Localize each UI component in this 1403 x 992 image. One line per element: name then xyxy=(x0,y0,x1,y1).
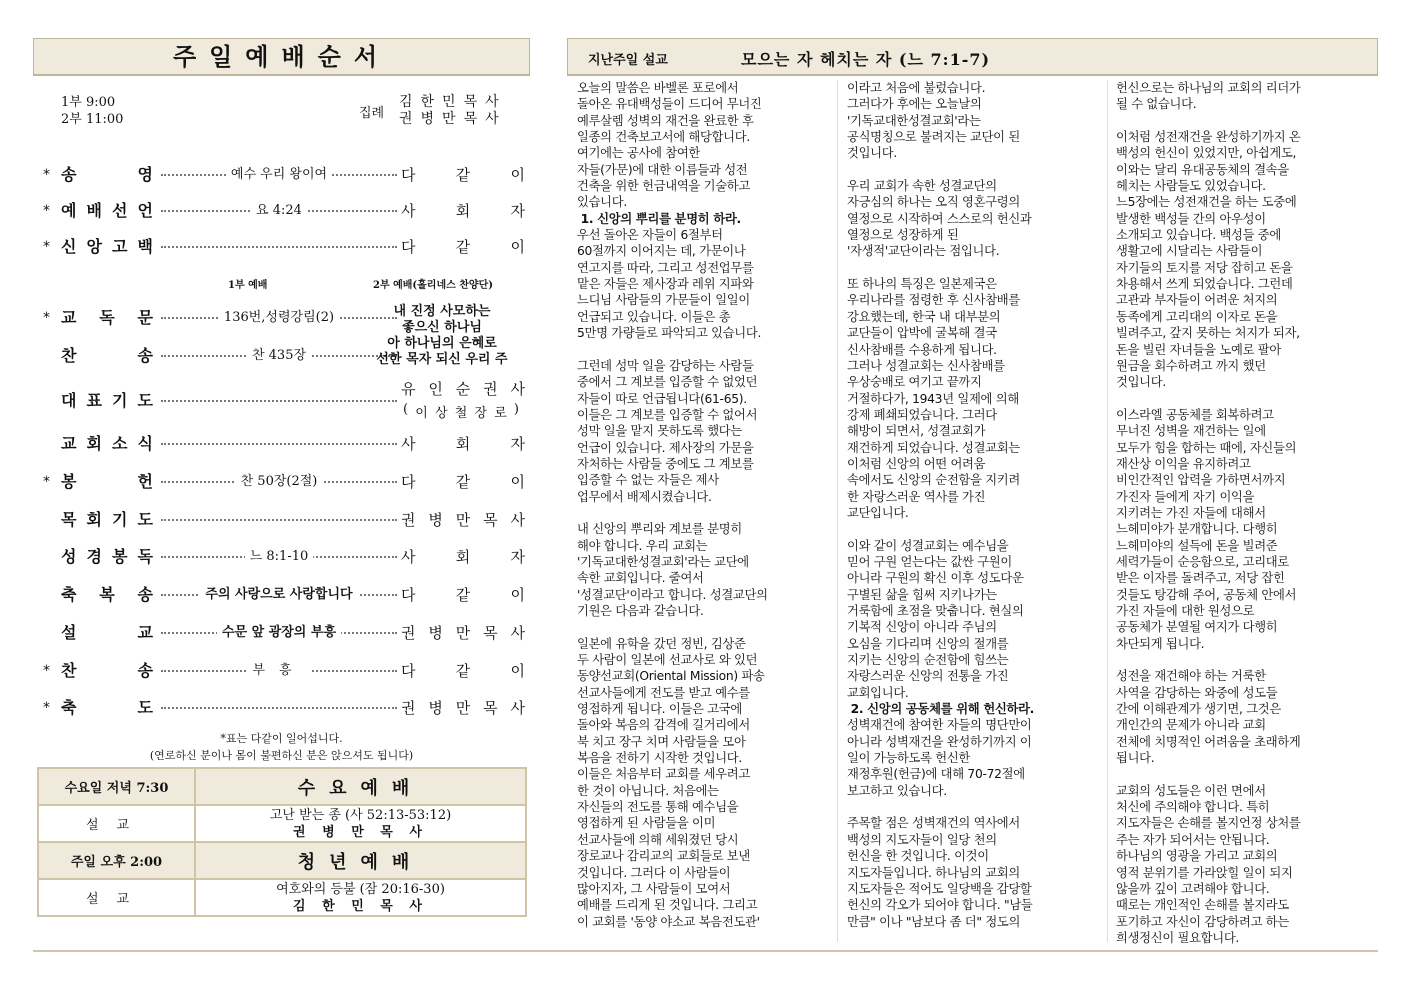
order-item-prayer: 대 표 기 도 유 인 순 권 사 xyxy=(61,380,525,410)
order-item-closing-hymn: * 찬 송 부흥 다 같 이 xyxy=(43,661,525,680)
youth-header-row xyxy=(38,842,526,879)
youth-title: 청년예배 xyxy=(195,842,526,879)
leaders: 김한민목사 권병만목사 xyxy=(399,94,507,127)
wednesday-header-row xyxy=(38,768,526,805)
youth-sermon-text: 여호와의 등불 (잠 20:16-30) xyxy=(276,881,445,897)
service-times: 1부 9:00 2부 11:00 xyxy=(61,95,124,127)
section-heading-2: 2. 신앙의 공동체를 위해 헌신하라. xyxy=(850,702,1035,717)
order-item-call-to-worship: * 예 배 선 언 요 4:24 사 회 자 xyxy=(43,201,525,220)
order-item-benediction: * 축 도 권 병 만 목 사 xyxy=(43,698,525,717)
subhead-second-service: 2부 예배(홀리네스 찬양단) xyxy=(373,280,493,291)
youth-sermon-row: 설교 여호와의 등불 (잠 20:16-30) 김 한 민 목 사 xyxy=(38,879,526,916)
wednesday-title: 수요예배 xyxy=(195,768,526,805)
order-item-creed: * 신 앙 고 백 다 같 이 xyxy=(43,237,525,256)
subhead-first-service: 1부 예배 xyxy=(228,280,268,291)
order-item-offering: * 봉 헌 찬 50장(2절) 다 같 이 xyxy=(43,472,525,491)
worship-order-panel xyxy=(33,38,530,950)
section-heading-1: 1. 신앙의 뿌리를 분명히 하라. xyxy=(580,211,741,226)
item-right: 다 같 이 xyxy=(401,166,525,184)
sermon-header xyxy=(567,38,1378,76)
leader-label: 집례 xyxy=(359,106,385,121)
order-item-hymn: 찬 송 찬 435장 xyxy=(33,344,530,368)
order-item-responsive-reading: * 교 독 문 136번,성령강림(2) xyxy=(33,306,530,330)
order-item-songyeong: * 송 영 예수 우리 왕이여 다 같 이 xyxy=(33,163,530,187)
column-divider xyxy=(837,80,838,942)
wednesday-sermon-row: 설교 고난 받는 종 (사 52:13-53:12) 권 병 만 목 사 xyxy=(38,805,526,842)
wednesday-time: 수요일 저녁 7:30 xyxy=(38,768,195,805)
order-item-pastoral-prayer: 목 회 기 도 권 병 만 목 사 xyxy=(61,510,525,529)
order-item-blessing-song: 축 복 송 주의 사랑으로 사랑합니다 다 같 이 xyxy=(61,585,525,604)
order-item-news: 교 회 소 식 사 회 자 xyxy=(61,434,525,453)
other-services-table xyxy=(37,767,527,917)
order-item-sermon: 설 교 수문 앞 광장의 부흥 권 병 만 목 사 xyxy=(61,623,525,642)
order-item-scripture: 성 경 봉 독 느 8:1-10 사 회 자 xyxy=(61,547,525,566)
youth-time: 주일 오후 2:00 xyxy=(38,842,195,879)
sermon-column-3: 헌신으로는 하나님의 교회의 리더가 될 수 없습니다. 이처럼 성전재건을 완성하기까지 온 백성의 헌신이 있었지만, 아쉽게도, 이와는 달리 유대공동체의 결속을 헤치는 사람들도 있었습니다. 느5장에는 성전재건을 하는 도중에 발생한 백성들 간의 아우성이 소개되고 있습니다. 백성들 중에 생활고에 시달리는 사람들이 자기들의 토지를 저당 잡히고 돈을 차용해서 쓰게 되었습니다. 그런데 고관과 부자들이 어려운 처지의 동족에게 고리대의 이자로 돈을 빌려주고, 갚지 못하는 처지가 되자, 돈을 빌린 자녀들을 노예로 팔아 원금을 회수하려고 까지 했던 것입니다. 이스라엘 공동체를 회복하려고 무너진 성벽을 재건하는 일에 모두가 힘을 합하는 때에, 자신들의 재산상 이익을 유지하려고 비인간적인 압력을 가하면서까지 가진자 들에게 자기 이익을 지키려는 가진 자들에 대해서 느헤미야가 분개합니다. 다행히 느헤미야의 설득에 돈을 빌려준 세력가들이 순응함으로, 고리대로 받은 이자를 돌려주고, 저당 잡힌 것들도 탕감해 주어, 공동체 안에서 가진 자들에 대한 원성으로 공동체가 분열될 여지가 다행히 차단되게 됩니다. 성전을 재건해야 하는 거룩한 사역을 감당하는 와중에 성도들 간에 이해관계가 생기면, 그것은 개인간의 문제가 아니라 교회 전체에 치명적인 어려움을 초래하게 됩니다. 교회의 성도들은 이런 면에서 처신에 주의해야 합니다. 특히 지도자들은 손해를 볼지언정 상처를 주는 자가 되어서는 안됩니다. 하나님의 영광을 가리고 교회의 영적 분위기를 가라앉힐 일이 되지 않을까 깊이 고려해야 합니다. 때로는 개인적인 손해를 볼지라도 포기하고 자신이 감당하려고 하는 희생정신이 필요합니다. xyxy=(1116,81,1301,945)
wednesday-sermon-text: 고난 받는 종 (사 52:13-53:12) xyxy=(269,807,452,823)
sermon-column-2: 이라고 처음에 불렀습니다. 그러다가 후에는 오늘날의 '기독교대한성결교회'라는 공식명칭으로 불려지는 교단이 된 것입니다. 우리 교회가 속한 성결교단의 자긍심의 하나는 오직 영혼구령의 열정으로 시작하여 스스로의 헌신과 열정으로 성장하게 된 '자생적'교단이라는 점입니다. 또 하나의 특징은 일본제국은 우리나라를 점령한 후 신사참배를 강요했는데, 한국 내 대부분의 교단들이 압박에 굴복해 결국 신사참배를 수용하게 됩니다. 그러나 성결교회는 신사참배를 우상숭배로 여기고 끝까지 거절하다가, 1943년 일제에 의해 강제 폐쇄되었습니다. 그러다 해방이 되면서, 성결교회가 재건하게 되었습니다. 성결교회는 이처럼 신앙의 어떤 어려움 속에서도 신앙의 순전함을 지키려 한 자랑스러운 역사를 가진 교단입니다. 이와 같이 성결교회는 예수님을 믿어 구원 얻는다는 값싼 구원이 아니라 구원의 확신 이후 성도다운 구별된 삶을 힘써 지키나가는 거룩함에 초점을 맞춥니다. 현실의 기복적 신앙이 아니라 주님의 오심을 기다리며 신앙의 절개를 지키는 신앙의 순전함에 힘쓰는 자랑스러운 신앙의 전통을 가진 교회입니다. 2. 신앙의 공동체를 위해 헌신하라. 성벽재건에 참여한 자들의 명단만이 아니라 성벽재건을 완성하기까지 이 일이 가능하도록 헌신한 재정후원(헌금)에 대해 70-72절에 보고하고 있습니다. 주목할 점은 성벽재건의 역사에서 백성의 지도자들이 일당 천의 헌신을 한 것입니다. 이것이 지도자들입니다. 하나님의 교회의 지도자들은 적어도 일당백을 감당할 헌신의 각오가 되어야 합니다. "남들 만큼" 이나 "남보다 좀 더" 정도의 xyxy=(847,81,1035,929)
standing-note: *표는 다같이 일어섭니다. xyxy=(220,732,343,745)
wednesday-preacher: 권 병 만 목 사 xyxy=(293,824,428,840)
column-divider xyxy=(1107,80,1108,942)
bottom-rule xyxy=(33,950,1378,952)
prayer-alternate: ( 이 상 철 장 로 ) xyxy=(403,402,525,421)
sermon-label: 지난주일 설교 xyxy=(588,53,668,68)
youth-preacher: 김 한 민 목 사 xyxy=(293,898,428,914)
sermon-title: 모으는 자 헤치는 자 (느 7:1-7) xyxy=(741,50,991,69)
worship-order-title: 주일예배순서 xyxy=(33,38,530,76)
praise-song-lines: 내 진정 사모하는 좋으신 하나님 아 하나님의 은혜로 선한 목자 되신 우리 주 xyxy=(376,304,508,367)
item-label: 송 영 xyxy=(61,165,153,184)
seated-note: (연로하신 분이나 몸이 불편하신 분은 앉으셔도 됩니다) xyxy=(149,749,414,762)
sermon-summary-panel xyxy=(567,38,1378,950)
sermon-column-1: 오늘의 말씀은 바벨론 포로에서 돌아온 유대백성들이 드디어 무너진 예루살렘 성벽의 재건을 완료한 후 일종의 건축보고서에 해당합니다. 여기에는 공사에 참여한 자들(가문)에 대한 이름들과 성전 건축을 위한 헌금내역을 기술하고 있습니다. 1. 신앙의 뿌리를 분명히 하라. 우선 돌아온 자들이 6절부터 60절까지 이어지는 데, 가문이나 연고지를 따라, 그리고 성전업무를 맡은 자들은 제사장과 레위 지파와 느디님 사람들의 가문들이 일일이 언급되고 있습니다. 이들은 총 5만명 가량들로 파악되고 있습니다. 그런데 성막 일을 감당하는 사람들 중에서 그 계보를 입증할 수 없었던 자들이 따로 언급됩니다(61-65). 이들은 그 계보를 입증할 수 없어서 성막 일을 맡지 못하도록 했다는 언급이 있습니다. 제사장의 가문을 자처하는 사람들 중에도 그 계보를 입증할 수 없는 자들은 제사 업무에서 배제시켰습니다. 내 신앙의 뿌리와 계보를 분명히 해야 합니다. 우리 교회는 '기독교대한성결교회'라는 교단에 속한 교회입니다. 줄여서 '성결교단'이라고 합니다. 성결교단의 기원은 다음과 같습니다. 일본에 유학을 갔던 정빈, 김상준 두 사람이 일본에 선교사로 와 있던 동양선교회(Oriental Mission) 파송 선교사들에게 전도를 받고 예수를 영접하게 됩니다. 이들은 고국에 돌아와 복음의 감격에 길거리에서 북 치고 장구 치며 사람들을 모아 복음을 전하기 시작한 것입니다. 이들은 처음부터 교회를 세우려고 한 것이 아닙니다. 처음에는 자신들의 전도를 통해 예수님을 영접하게 된 사람들을 이미 선교사들에 의해 세워졌던 당시 장로교나 감리교의 교회들로 보낸 것입니다. 그러다 이 사람들이 많아지자, 그 사람들이 모여서 예배를 드리게 된 것입니다. 그리고 이 교회를 '동양 야소교 복음전도관' xyxy=(577,81,768,929)
